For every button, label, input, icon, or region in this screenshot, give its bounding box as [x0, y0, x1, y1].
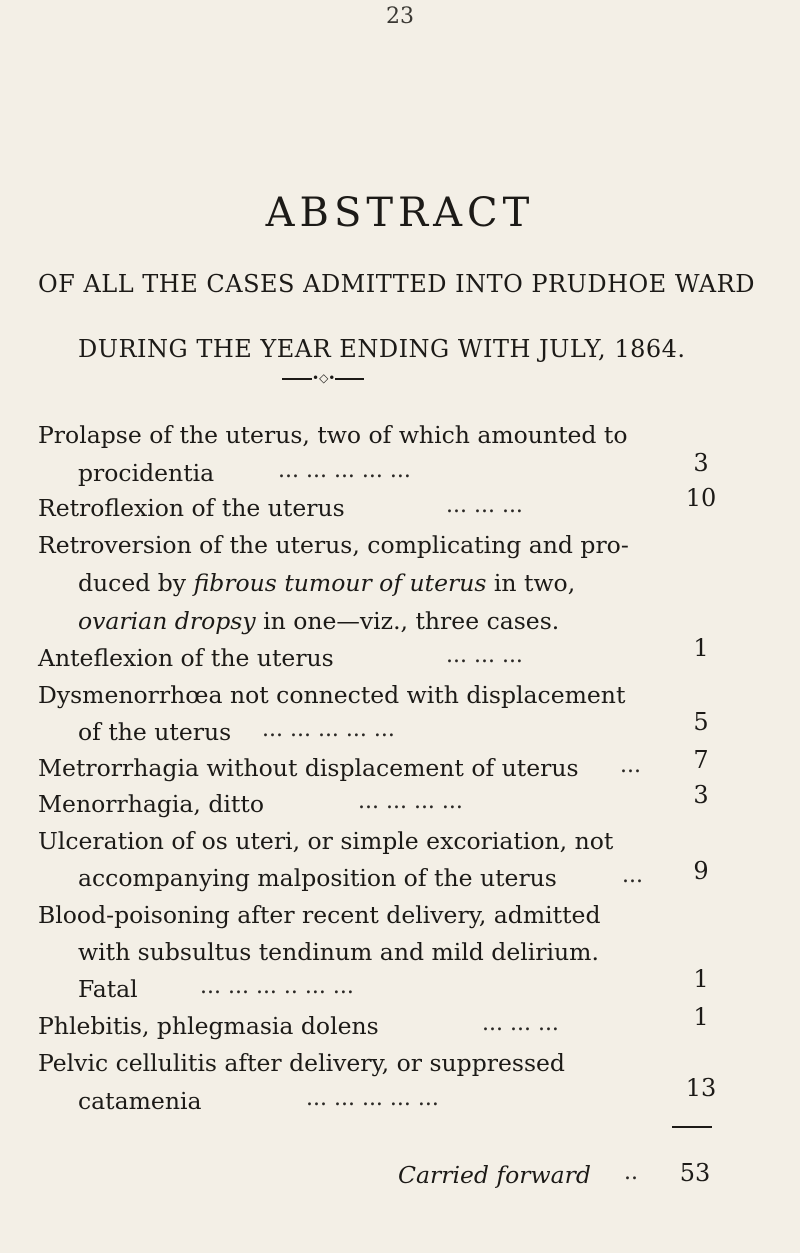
entry-ulceration-line-2: accompanying malposition of the uterus	[78, 864, 557, 892]
count-metrorrhagia: 7	[693, 746, 709, 774]
text-run: in one—viz., three cases.	[255, 607, 560, 635]
leader-dots: ... ... ...	[446, 493, 523, 518]
sum-rule	[672, 1126, 712, 1128]
carried-forward-total: 53	[679, 1159, 711, 1187]
leader-dots: ... ... ... .. ... ...	[200, 974, 354, 999]
count-phlebitis: 1	[693, 1003, 709, 1031]
entry-metrorrhagia: Metrorrhagia without displacement of uterus	[38, 754, 579, 782]
entry-dysmenorrhoea-line-1: Dysmenorrhœa not connected with displacement	[38, 681, 626, 709]
divider-ornament-icon: •◇•	[312, 371, 336, 385]
entry-anteflexion: Anteflexion of the uterus	[38, 644, 334, 672]
entry-menorrhagia: Menorrhagia, ditto	[38, 790, 264, 818]
leader-dots: ...	[622, 863, 643, 888]
entry-retroversion-line-2	[78, 568, 575, 598]
page-number: 23	[386, 4, 414, 29]
leader-dots: ... ... ... ... ...	[306, 1086, 439, 1111]
abstract-title: ABSTRACT	[265, 190, 535, 236]
count-pelvic-cellulitis: 13	[685, 1074, 717, 1102]
entry-prolapse-line-1: Prolapse of the uterus, two of which amounted to	[38, 421, 628, 449]
leader-dots: ... ... ... ...	[358, 789, 463, 814]
entry-ulceration-line-1: Ulceration of os uteri, or simple excoriation, not	[38, 827, 614, 855]
entry-retroflexion: Retroflexion of the uterus	[38, 494, 345, 522]
count-blood-poisoning: 1	[693, 965, 709, 993]
leader-dots: ...	[620, 753, 641, 778]
leader-dots: ... ... ... ... ...	[278, 458, 411, 483]
leader-dots: ... ... ... ... ...	[262, 717, 395, 742]
count-ulceration: 9	[693, 857, 709, 885]
count-menorrhagia: 3	[693, 781, 709, 809]
entry-blood-poisoning-line-2: with subsultus tendinum and mild delirium.	[78, 938, 599, 966]
entry-prolapse-line-2: procidentia	[78, 459, 215, 487]
subtitle-line-1: OF ALL THE CASES ADMITTED INTO PRUDHOE WARD	[38, 270, 755, 298]
text-run: duced by	[78, 569, 194, 597]
entry-retroversion-line-1: Retroversion of the uterus, complicating and pro-	[38, 531, 629, 559]
italic-run: ovarian dropsy	[78, 607, 256, 635]
entry-blood-poisoning-line-1: Blood-poisoning after recent delivery, admitted	[38, 901, 601, 929]
entry-retroversion-line-3	[78, 606, 559, 636]
text-run: in two,	[486, 569, 576, 597]
entry-blood-poisoning-line-3: Fatal	[78, 975, 138, 1003]
carried-forward-label: Carried forward	[398, 1161, 591, 1189]
entry-pelvic-cellulitis-line-1: Pelvic cellulitis after delivery, or suppressed	[38, 1049, 565, 1077]
italic-run: fibrous tumour of uterus	[193, 569, 487, 597]
entry-pelvic-cellulitis-line-2: catamenia	[78, 1087, 202, 1115]
entry-dysmenorrhoea-line-2: of the uterus	[78, 718, 232, 746]
subtitle-line-2: DURING THE YEAR ENDING WITH JULY, 1864.	[78, 335, 686, 363]
leader-dots: ..	[624, 1160, 638, 1185]
leader-dots: ... ... ...	[446, 643, 523, 668]
count-dysmenorrhoea: 5	[693, 708, 709, 736]
count-procidentia: 3	[693, 449, 709, 477]
leader-dots: ... ... ...	[482, 1011, 559, 1036]
entry-phlebitis: Phlebitis, phlegmasia dolens	[38, 1012, 379, 1040]
count-retroflexion: 10	[685, 484, 717, 512]
count-anteflexion: 1	[693, 634, 709, 662]
